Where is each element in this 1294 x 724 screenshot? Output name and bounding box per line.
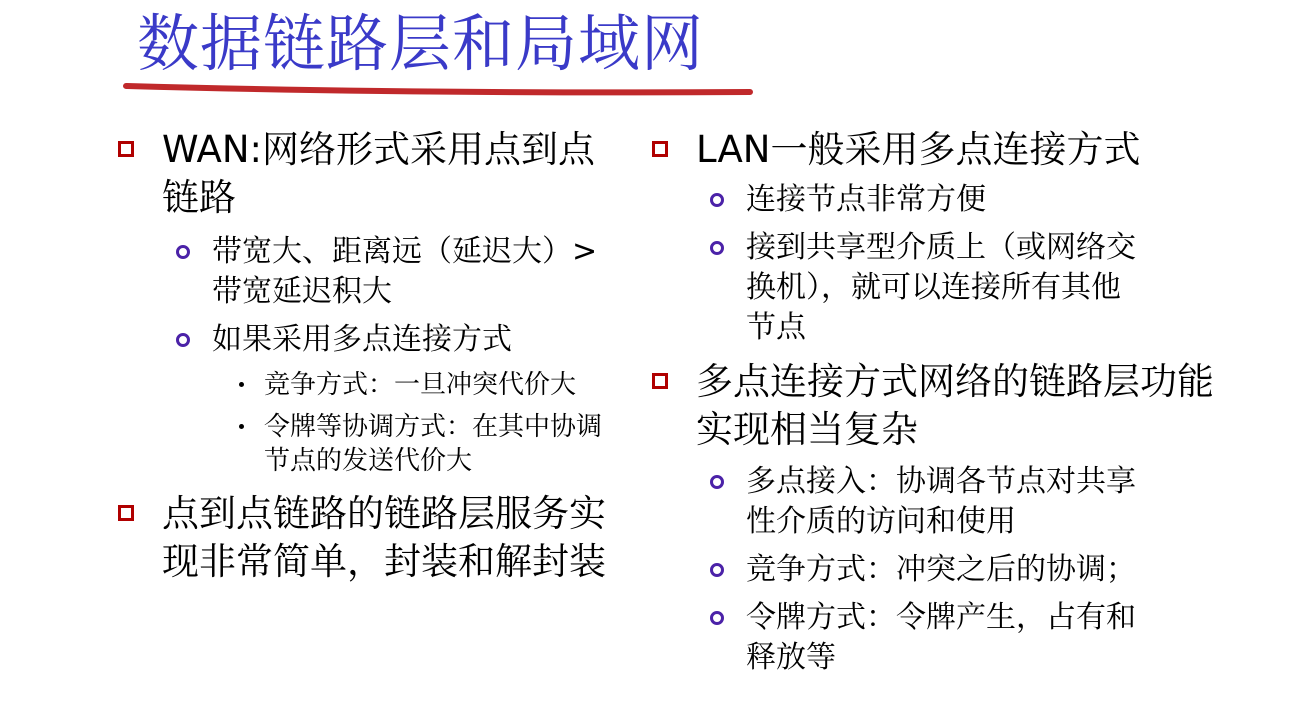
slide-title: 数据链路层和局域网 [137,7,705,80]
sub-bullet-text: 竞争方式：冲突之后的协调； [746,552,1136,587]
bullet-text: WAN:网络形式采用点到点链路 [162,128,596,219]
sub-sub-bullet-contention [236,368,604,402]
circle-bullet-icon [176,333,190,347]
sub-bullet-multipoint [176,320,608,360]
circle-bullet-icon [710,563,724,577]
circle-bullet-icon [176,245,190,259]
circle-bullet-icon [710,475,724,489]
sub-bullet-token [710,598,1146,678]
sub-bullet-shared-medium [710,228,1146,348]
sub-bullet-text: 令牌方式：令牌产生，占有和释放等 [746,600,1136,675]
left-column [118,126,608,586]
sub-bullet-convenient [710,180,1212,220]
sub-bullet-contention [710,550,1146,590]
bullet-text: 多点连接方式网络的链路层功能实现相当复杂 [696,360,1214,451]
sub-bullet-text: 如果采用多点连接方式 [212,322,512,357]
bullet-lan [652,126,1212,174]
square-bullet-icon [652,141,668,157]
right-column [652,126,1212,678]
sub-bullet-bandwidth [176,232,612,312]
bullet-wan [118,126,608,222]
sub-bullet-text: 多点接入：协调各节点对共享性介质的访问和使用 [746,464,1136,539]
dot-bullet-icon [239,382,244,387]
circle-bullet-icon [710,193,724,207]
sub-bullet-text: 带宽大、距离远（延迟大）>带宽延迟积大 [212,234,598,309]
circle-bullet-icon [710,241,724,255]
sub-sub-bullet-token [236,410,604,478]
sub-bullet-multiple-access [710,462,1146,542]
sub-sub-bullet-text: 令牌等协调方式：在其中协调节点的发送代价大 [264,412,603,476]
square-bullet-icon [118,141,134,157]
title-underline [118,80,758,102]
bullet-p2p-service [118,490,612,586]
dot-bullet-icon [239,424,244,429]
bullet-multipoint-complex [652,358,1216,454]
circle-bullet-icon [710,611,724,625]
sub-bullet-text: 接到共享型介质上（或网络交换机），就可以连接所有其他节点 [746,230,1136,345]
square-bullet-icon [652,373,668,389]
bullet-text: 点到点链路的链路层服务实现非常简单，封装和解封装 [162,492,606,583]
bullet-text: LAN一般采用多点连接方式 [696,128,1141,171]
sub-bullet-text: 连接节点非常方便 [746,182,986,217]
sub-sub-bullet-text: 竞争方式：一旦冲突代价大 [264,370,577,400]
square-bullet-icon [118,505,134,521]
